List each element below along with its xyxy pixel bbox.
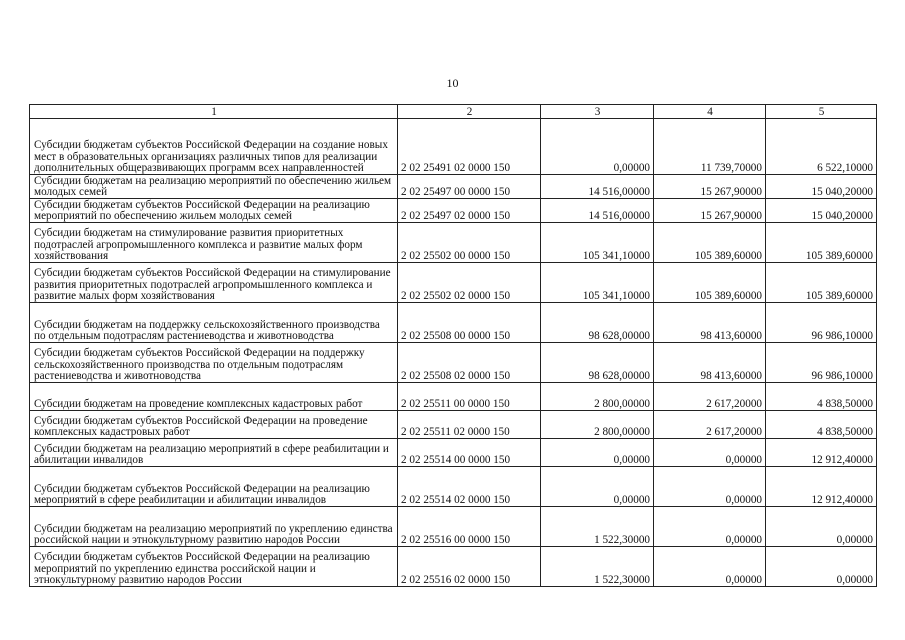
row-value-col5: 105 389,60000 — [766, 223, 877, 263]
row-description: Субсидии бюджетам субъектов Российской Федерации на поддержку сельскохозяйственного производства по отдельным подотраслям растениеводства и животноводства — [30, 343, 398, 383]
row-value-col3: 105 341,10000 — [541, 223, 654, 263]
row-description: Субсидии бюджетам на реализацию мероприятий по укреплению единства российской нации и этнокультурному развитию народов России — [30, 507, 398, 547]
row-value-col5: 4 838,50000 — [766, 411, 877, 439]
budget-table — [29, 104, 877, 587]
row-value-col3: 14 516,00000 — [541, 175, 654, 199]
row-description: Субсидии бюджетам на проведение комплексных кадастровых работ — [30, 383, 398, 411]
column-header: 2 — [398, 105, 541, 119]
row-description: Субсидии бюджетам субъектов Российской Федерации на стимулирование развития приоритетных подотраслей агропромышленного комплекса и развитие малых форм хозяйствования — [30, 263, 398, 303]
row-code: 2 02 25508 02 0000 150 — [398, 343, 541, 383]
row-value-col3: 98 628,00000 — [541, 303, 654, 343]
row-description: Субсидии бюджетам на поддержку сельскохозяйственного производства по отдельным подотраслям растениеводства и животноводства — [30, 303, 398, 343]
row-description: Субсидии бюджетам на стимулирование развития приоритетных подотраслей агропромышленного комплекса и развитие малых форм хозяйствования — [30, 223, 398, 263]
row-value-col3: 0,00000 — [541, 467, 654, 507]
row-value-col4: 0,00000 — [654, 547, 766, 587]
row-value-col5: 4 838,50000 — [766, 383, 877, 411]
row-value-col4: 2 617,20000 — [654, 383, 766, 411]
row-value-col4: 0,00000 — [654, 439, 766, 467]
row-value-col3: 98 628,00000 — [541, 343, 654, 383]
table-row — [30, 223, 877, 263]
table-row — [30, 467, 877, 507]
row-description: Субсидии бюджетам субъектов Российской Федерации на реализацию мероприятий в сфере реабилитации и абилитации инвалидов — [30, 467, 398, 507]
row-value-col4: 0,00000 — [654, 467, 766, 507]
table-row — [30, 507, 877, 547]
row-value-col4: 2 617,20000 — [654, 411, 766, 439]
table-row — [30, 263, 877, 303]
column-header: 5 — [766, 105, 877, 119]
row-code: 2 02 25491 02 0000 150 — [398, 119, 541, 175]
table-row — [30, 411, 877, 439]
row-value-col4: 15 267,90000 — [654, 199, 766, 223]
row-value-col4: 105 389,60000 — [654, 223, 766, 263]
row-description: Субсидии бюджетам субъектов Российской Федерации на проведение комплексных кадастровых работ — [30, 411, 398, 439]
table-header-row — [30, 105, 877, 119]
row-value-col3: 1 522,30000 — [541, 507, 654, 547]
row-value-col3: 0,00000 — [541, 439, 654, 467]
row-code: 2 02 25497 00 0000 150 — [398, 175, 541, 199]
column-header: 4 — [654, 105, 766, 119]
row-code: 2 02 25508 00 0000 150 — [398, 303, 541, 343]
table-row — [30, 383, 877, 411]
row-value-col5: 0,00000 — [766, 547, 877, 587]
row-code: 2 02 25516 02 0000 150 — [398, 547, 541, 587]
page-number: 10 — [446, 76, 459, 90]
row-value-col5: 15 040,20000 — [766, 199, 877, 223]
row-value-col5: 15 040,20000 — [766, 175, 877, 199]
table-row — [30, 439, 877, 467]
row-code: 2 02 25516 00 0000 150 — [398, 507, 541, 547]
row-value-col5: 0,00000 — [766, 507, 877, 547]
row-description: Субсидии бюджетам на реализацию мероприятий по обеспечению жильем молодых семей — [30, 175, 398, 199]
row-code: 2 02 25502 02 0000 150 — [398, 263, 541, 303]
row-code: 2 02 25511 02 0000 150 — [398, 411, 541, 439]
row-value-col3: 1 522,30000 — [541, 547, 654, 587]
row-description: Субсидии бюджетам субъектов Российской Федерации на создание новых мест в образовательных организациях различных типов для реализации дополнительных общеразвивающих программ всех направленностей — [30, 119, 398, 175]
row-code: 2 02 25514 02 0000 150 — [398, 467, 541, 507]
row-value-col4: 0,00000 — [654, 507, 766, 547]
row-value-col5: 6 522,10000 — [766, 119, 877, 175]
column-header: 3 — [541, 105, 654, 119]
table-row — [30, 547, 877, 587]
table-row — [30, 175, 877, 199]
table-row — [30, 119, 877, 175]
row-value-col3: 0,00000 — [541, 119, 654, 175]
row-value-col3: 2 800,00000 — [541, 411, 654, 439]
row-value-col3: 105 341,10000 — [541, 263, 654, 303]
row-value-col5: 96 986,10000 — [766, 303, 877, 343]
row-value-col4: 15 267,90000 — [654, 175, 766, 199]
table-row — [30, 343, 877, 383]
row-description: Субсидии бюджетам на реализацию мероприятий в сфере реабилитации и абилитации инвалидов — [30, 439, 398, 467]
row-value-col4: 105 389,60000 — [654, 263, 766, 303]
row-value-col4: 11 739,70000 — [654, 119, 766, 175]
row-description: Субсидии бюджетам субъектов Российской Федерации на реализацию мероприятий по обеспечению жильем молодых семей — [30, 199, 398, 223]
row-description: Субсидии бюджетам субъектов Российской Федерации на реализацию мероприятий по укреплению единства российской нации и этнокультурному развитию народов России — [30, 547, 398, 587]
row-value-col4: 98 413,60000 — [654, 303, 766, 343]
table-row — [30, 199, 877, 223]
row-value-col5: 96 986,10000 — [766, 343, 877, 383]
row-value-col5: 105 389,60000 — [766, 263, 877, 303]
table-row — [30, 303, 877, 343]
row-value-col4: 98 413,60000 — [654, 343, 766, 383]
row-value-col3: 14 516,00000 — [541, 199, 654, 223]
row-value-col3: 2 800,00000 — [541, 383, 654, 411]
row-value-col5: 12 912,40000 — [766, 439, 877, 467]
row-value-col5: 12 912,40000 — [766, 467, 877, 507]
row-code: 2 02 25497 02 0000 150 — [398, 199, 541, 223]
row-code: 2 02 25511 00 0000 150 — [398, 383, 541, 411]
row-code: 2 02 25514 00 0000 150 — [398, 439, 541, 467]
column-header: 1 — [30, 105, 398, 119]
row-code: 2 02 25502 00 0000 150 — [398, 223, 541, 263]
